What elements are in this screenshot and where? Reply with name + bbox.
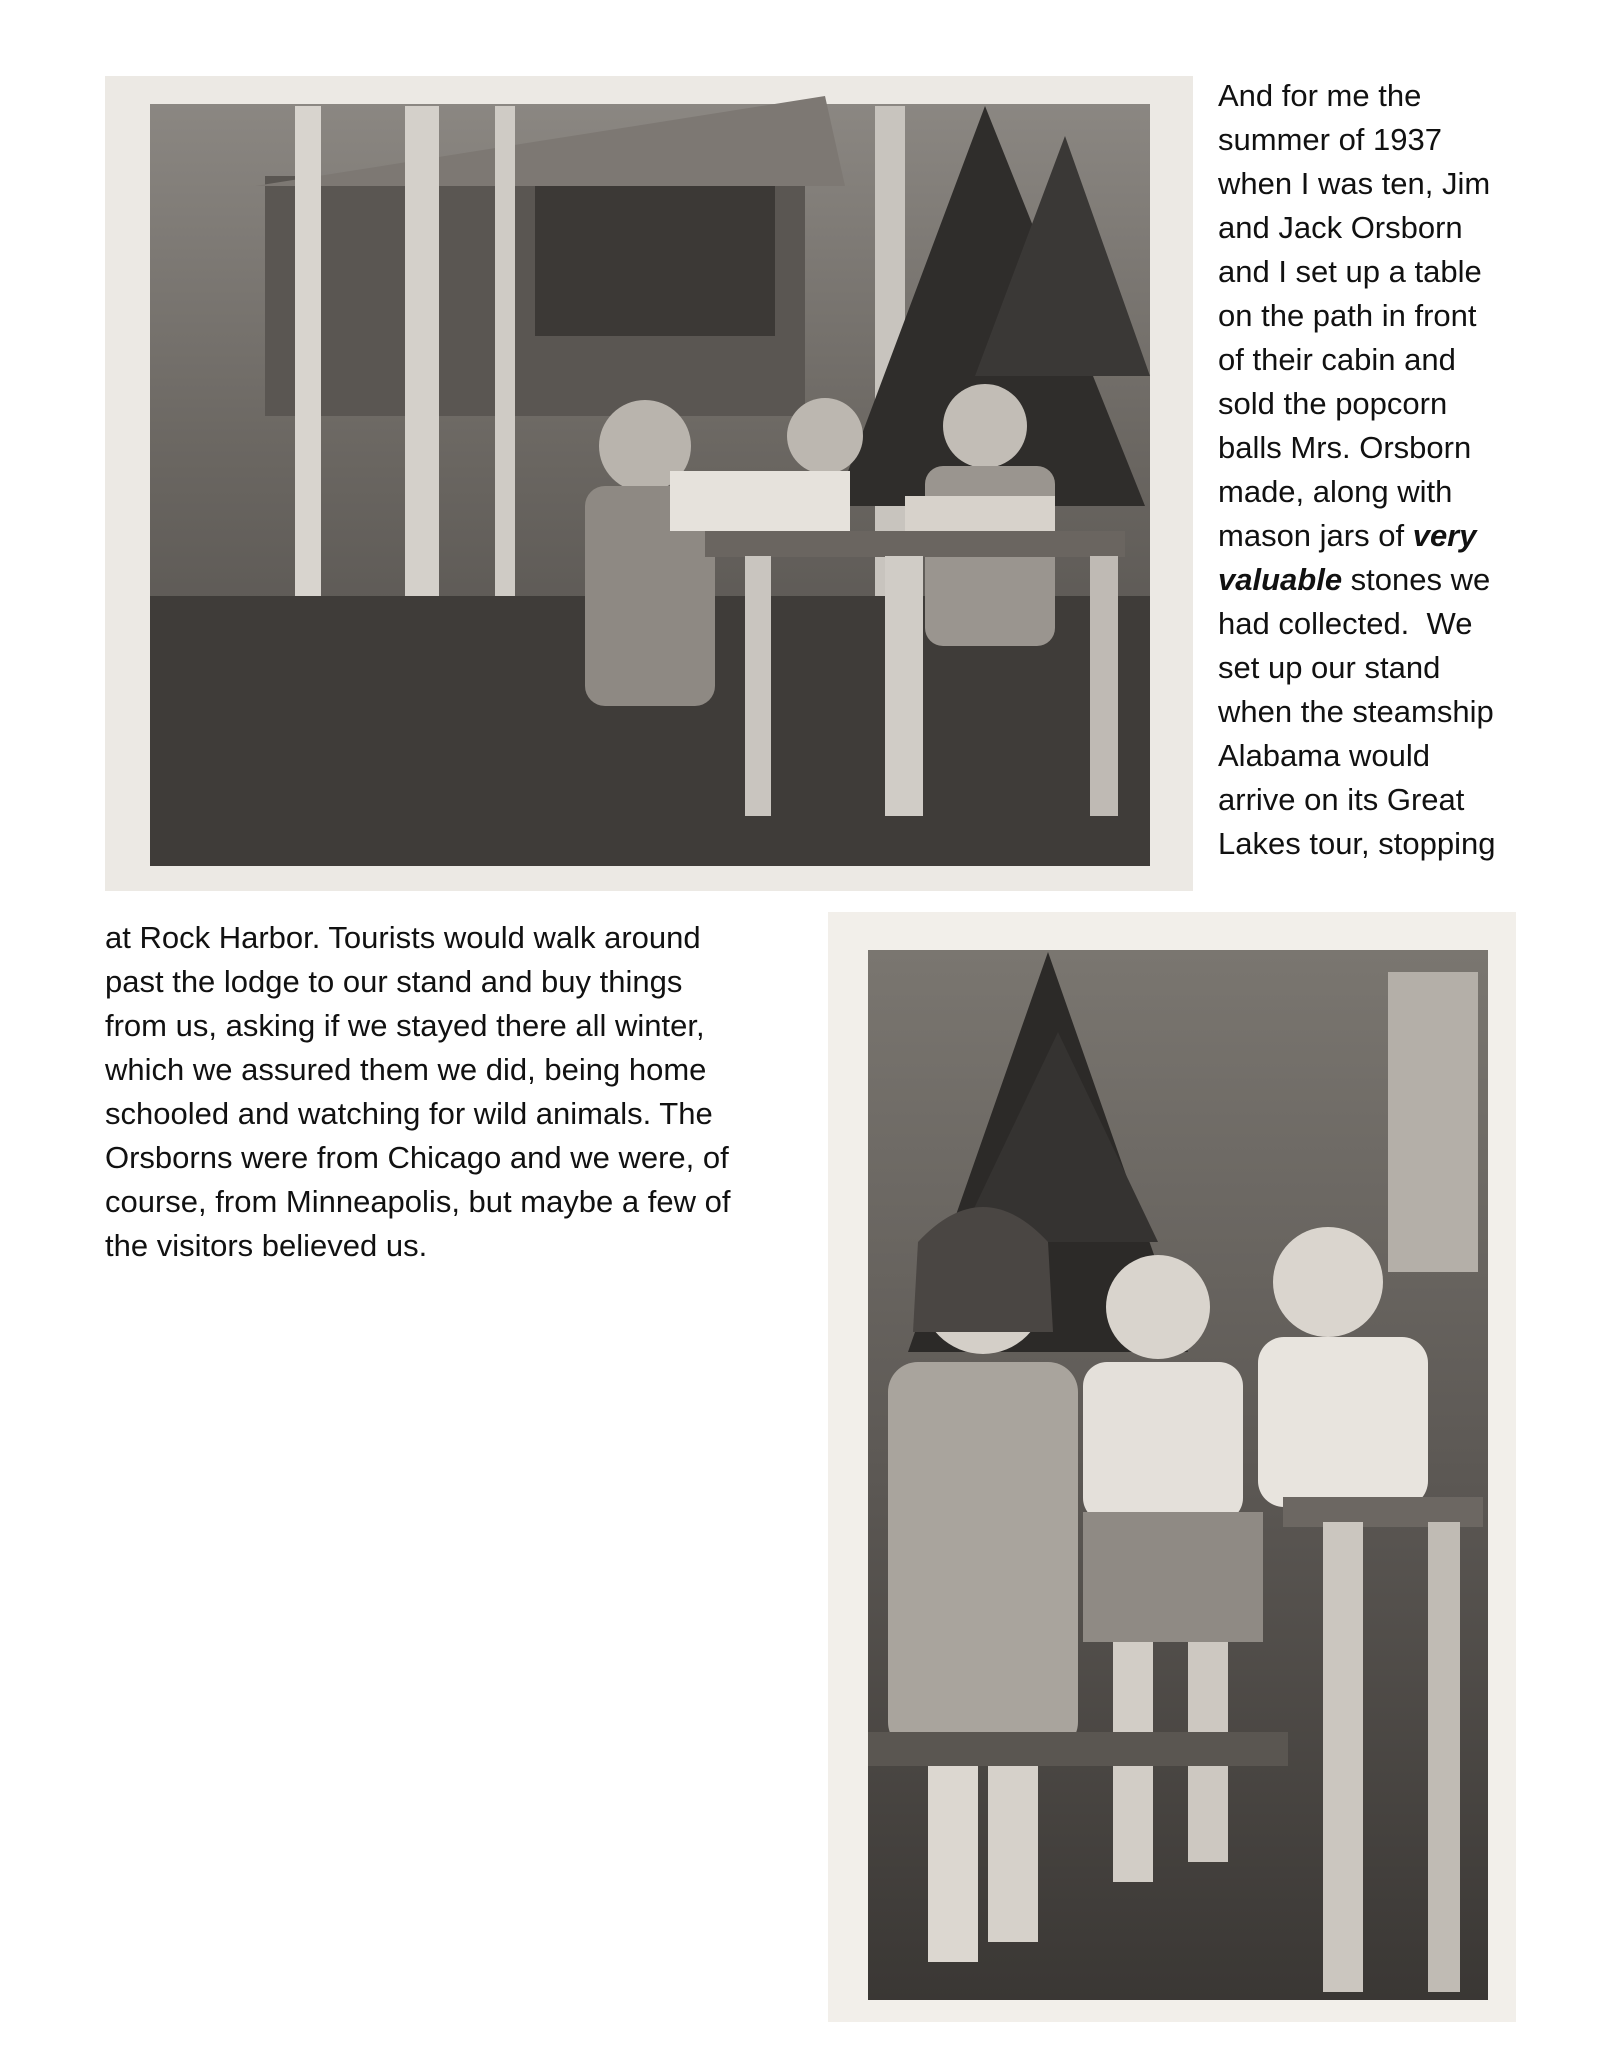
text-right-emphasis-valuable: valuable — [1218, 562, 1343, 597]
text-right-part1: And for me the summer of 1937 when I was ten, Jim and Jack Orsborn and I set up a table on the path in front of their cabin and sold the popcorn balls Mrs. Orsborn made, along with mason jars of — [1218, 78, 1491, 553]
photo-three-children-portrait — [828, 912, 1516, 2022]
photo-children-at-stand-icon — [105, 76, 1193, 891]
text-right-part2: stones we had collected. We set up our stand when the steamship Alabama would arrive on its Great Lakes tour, stopping — [1218, 562, 1496, 861]
photo-three-children-portrait-icon — [828, 912, 1516, 2022]
photo-children-at-stand — [105, 76, 1193, 891]
text-right-emphasis-very: very — [1412, 518, 1477, 553]
narrative-text-left: at Rock Harbor. Tourists would walk around past the lodge to our stand and buy things from us, asking if we stayed there all winter, which we assured them we did, being home schooled and watching for wild animals. The Orsborns were from Chicago and we were, of course, from Minneapolis, but maybe a few of the visitors believed us. — [105, 920, 731, 1263]
narrative-text-right — [1218, 74, 1588, 866]
